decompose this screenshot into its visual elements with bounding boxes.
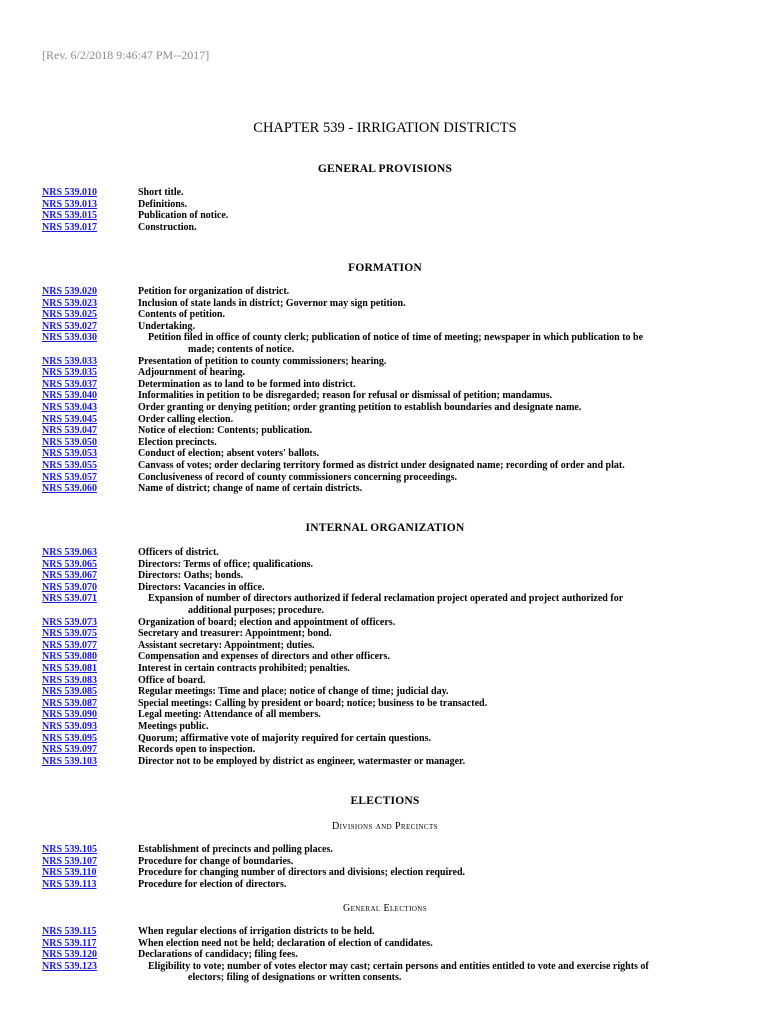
section-description (138, 721, 728, 733)
toc-entry (0, 867, 770, 879)
section-description (138, 617, 728, 629)
nrs-section-link[interactable]: NRS 539.037 (42, 378, 98, 390)
section-description-text: When election need not be held; declaration of election of candidates. (138, 937, 433, 949)
toc-entry (0, 938, 770, 950)
section-description-text: Regular meetings: Time and place; notice of change of time; judicial day. (138, 686, 449, 698)
toc-entry (0, 879, 770, 891)
section-description (138, 547, 728, 559)
nrs-section-link[interactable]: NRS 539.065 (42, 558, 98, 570)
section-description-text: Expansion of number of directors authorized if federal reclamation project operated and project authorized for (148, 593, 624, 605)
section-description-text: Secretary and treasurer: Appointment; bond. (138, 628, 332, 640)
section-description (138, 686, 728, 698)
section-description-text: Petition for organization of district. (138, 286, 290, 297)
section-description-text: Presentation of petition to county commissioners; hearing. (138, 355, 387, 367)
section-description-text: Canvass of votes; order declaring territory formed as district under designated name; recording of order and plat. (138, 459, 625, 471)
nrs-section-link[interactable]: NRS 539.113 (42, 878, 97, 890)
nrs-section-link[interactable]: NRS 539.035 (42, 367, 98, 379)
section-description-text: Director not to be employed by district as engineer, watermaster or manager. (138, 755, 466, 767)
section-description-text: Determination as to land to be formed into district. (138, 378, 356, 390)
section-description-text: Election precincts. (138, 436, 217, 448)
toc-formation (0, 286, 770, 495)
section-description-text: Definitions. (138, 198, 188, 210)
section-description-text: Quorum; affirmative vote of majority required for certain questions. (138, 732, 432, 744)
section-description (138, 756, 728, 768)
section-description (138, 298, 728, 310)
toc-entry (0, 559, 770, 571)
section-description (138, 938, 728, 950)
section-description-text: Order granting or denying petition; order granting petition to establish boundaries and designate name. (138, 401, 582, 413)
section-description (138, 867, 728, 879)
section-description-text: Conduct of election; absent voters' ballots. (138, 448, 320, 460)
toc-entry (0, 187, 770, 199)
section-description (138, 675, 728, 687)
section-description (138, 640, 728, 652)
section-description-text: Publication of notice. (138, 210, 229, 222)
section-description (138, 926, 728, 938)
toc-entry (0, 961, 770, 984)
nrs-section-link[interactable]: NRS 539.075 (42, 628, 98, 640)
heading-formation: FORMATION (348, 262, 422, 274)
nrs-section-link[interactable]: NRS 539.030 (42, 332, 98, 344)
section-description-text: Undertaking. (138, 320, 195, 332)
section-description-text: Legal meeting: Attendance of all members. (138, 709, 321, 721)
toc-entry (0, 448, 770, 460)
section-description (138, 425, 728, 437)
revision-stamp: [Rev. 6/2/2018 9:46:47 PM--2017] (42, 48, 210, 62)
nrs-section-link[interactable]: NRS 539.067 (42, 570, 98, 582)
section-description-text: Officers of district. (138, 547, 219, 558)
nrs-section-link[interactable]: NRS 539.071 (42, 593, 98, 605)
section-description (138, 744, 728, 756)
section-description (148, 961, 738, 984)
section-description (138, 949, 728, 961)
toc-entry (0, 721, 770, 733)
section-description (138, 390, 728, 402)
toc-entry (0, 414, 770, 426)
section-description (138, 472, 728, 484)
nrs-section-link[interactable]: NRS 539.105 (42, 844, 98, 855)
section-description-text: Declarations of candidacy; filing fees. (138, 949, 298, 961)
nrs-section-link[interactable]: NRS 539.070 (42, 581, 98, 593)
nrs-section-link[interactable]: NRS 539.053 (42, 448, 98, 460)
section-description (148, 593, 738, 616)
section-description (138, 733, 728, 745)
toc-entry (0, 582, 770, 594)
toc-entry (0, 733, 770, 745)
section-description-text: Organization of board; election and appointment of officers. (138, 616, 396, 628)
nrs-section-link[interactable]: NRS 539.025 (42, 309, 98, 321)
toc-entry (0, 210, 770, 222)
nrs-section-link[interactable]: NRS 539.043 (42, 401, 98, 413)
nrs-section-link[interactable]: NRS 539.023 (42, 297, 98, 309)
nrs-section-link[interactable]: NRS 539.123 (42, 960, 98, 972)
nrs-section-link[interactable]: NRS 539.027 (42, 320, 98, 332)
nrs-section-link[interactable]: NRS 539.103 (42, 755, 98, 767)
section-description (138, 356, 728, 368)
nrs-section-link[interactable]: NRS 539.055 (42, 459, 98, 471)
toc-entry (0, 698, 770, 710)
toc-entry (0, 856, 770, 868)
section-description-text: Name of district; change of name of certain districts. (138, 483, 363, 495)
section-description-text: Procedure for change of boundaries. (138, 855, 294, 867)
section-description-text: Order calling election. (138, 413, 234, 425)
section-description (138, 437, 728, 449)
heading-internal-organization: INTERNAL ORGANIZATION (305, 522, 465, 534)
section-description (138, 628, 728, 640)
section-description-text: Adjournment of hearing. (138, 367, 245, 379)
toc-entry (0, 628, 770, 640)
section-description (138, 651, 728, 663)
toc-entry (0, 472, 770, 484)
section-description (138, 856, 728, 868)
toc-entry (0, 675, 770, 687)
toc-entry (0, 617, 770, 629)
subheading-general-elections: General Elections (342, 903, 428, 914)
nrs-section-link[interactable]: NRS 539.107 (42, 855, 98, 867)
toc-entry (0, 402, 770, 414)
toc-entry (0, 547, 770, 559)
toc-entry (0, 309, 770, 321)
section-description (138, 879, 728, 891)
section-description (138, 698, 728, 710)
nrs-section-link[interactable]: NRS 539.110 (42, 867, 97, 879)
nrs-section-link[interactable]: NRS 539.115 (42, 926, 97, 937)
nrs-section-link[interactable]: NRS 539.090 (42, 709, 98, 721)
nrs-section-link[interactable]: NRS 539.015 (42, 210, 98, 222)
section-description (138, 570, 728, 582)
nrs-section-link[interactable]: NRS 539.010 (42, 187, 98, 198)
toc-entry (0, 437, 770, 449)
toc-entry (0, 425, 770, 437)
toc-entry (0, 199, 770, 211)
section-description (138, 187, 728, 199)
section-description (138, 199, 728, 211)
toc-entry (0, 390, 770, 402)
nrs-section-link[interactable]: NRS 539.060 (42, 483, 98, 495)
section-description (138, 709, 728, 721)
chapter-title: CHAPTER 539 - IRRIGATION DISTRICTS (253, 120, 517, 136)
heading-elections: ELECTIONS (350, 795, 420, 807)
section-description-text: Meetings public. (138, 720, 209, 732)
section-description-text: Notice of election: Contents; publication. (138, 425, 313, 437)
toc-entry (0, 926, 770, 938)
section-description-text: When regular elections of irrigation districts to be held. (138, 926, 375, 937)
section-description (138, 448, 728, 460)
section-description (138, 321, 728, 333)
section-description-text: Contents of petition. (138, 309, 225, 321)
section-description-text: Procedure for changing number of directors and divisions; election required. (138, 867, 466, 879)
toc-general-elections (0, 926, 770, 984)
toc-entry (0, 844, 770, 856)
toc-entry (0, 949, 770, 961)
section-description (138, 367, 728, 379)
section-description-text: Compensation and expenses of directors and other officers. (138, 651, 390, 663)
toc-entry (0, 379, 770, 391)
section-description-text: Directors: Terms of office; qualifications. (138, 558, 314, 570)
section-description (138, 379, 728, 391)
section-description-text: Petition filed in office of county clerk; publication of notice of time of meeting; newspaper in which publication to be (148, 332, 644, 344)
toc-internal-organization (0, 547, 770, 767)
section-description (138, 460, 728, 472)
nrs-section-link[interactable]: NRS 539.093 (42, 720, 98, 732)
section-description (138, 286, 728, 298)
toc-entry (0, 756, 770, 768)
nrs-section-link[interactable]: NRS 539.020 (42, 286, 98, 297)
section-description (138, 210, 728, 222)
section-description (148, 332, 738, 355)
nrs-section-link[interactable]: NRS 539.077 (42, 639, 98, 651)
nrs-section-link[interactable]: NRS 539.047 (42, 425, 98, 437)
section-description-text: Directors: Vacancies in office. (138, 581, 265, 593)
nrs-section-link[interactable]: NRS 539.080 (42, 651, 98, 663)
section-description (138, 663, 728, 675)
section-description-text: Special meetings: Calling by president or board; notice; business to be transacted. (138, 697, 488, 709)
section-description (138, 582, 728, 594)
nrs-section-link[interactable]: NRS 539.057 (42, 471, 98, 483)
section-description (138, 844, 728, 856)
nrs-section-link[interactable]: NRS 539.040 (42, 390, 98, 402)
toc-entry (0, 460, 770, 472)
section-description (138, 222, 728, 234)
section-description-text: Records open to inspection. (138, 744, 256, 756)
section-description-text: Office of board. (138, 674, 206, 686)
toc-entry (0, 640, 770, 652)
nrs-section-link[interactable]: NRS 539.045 (42, 413, 98, 425)
heading-general-provisions: GENERAL PROVISIONS (317, 163, 453, 175)
nrs-section-link[interactable]: NRS 539.087 (42, 697, 98, 709)
nrs-section-link[interactable]: NRS 539.083 (42, 674, 98, 686)
nrs-section-link[interactable]: NRS 539.033 (42, 355, 98, 367)
section-description-text: Informalities in petition to be disregarded; reason for refusal or dismissal of petition; mandamus. (138, 390, 553, 402)
section-description-text: Conclusiveness of record of county commissioners concerning proceedings. (138, 471, 458, 483)
section-description-text: Establishment of precincts and polling places. (138, 844, 333, 855)
section-description-text: Directors: Oaths; bonds. (138, 570, 244, 582)
section-description-text: Inclusion of state lands in district; Governor may sign petition. (138, 297, 406, 309)
nrs-section-link[interactable]: NRS 539.050 (42, 436, 98, 448)
toc-entry (0, 286, 770, 298)
nrs-section-link[interactable]: NRS 539.017 (42, 221, 98, 233)
toc-entry (0, 222, 770, 234)
toc-entry (0, 298, 770, 310)
section-description-text: Assistant secretary: Appointment; duties. (138, 639, 315, 651)
section-description (138, 309, 728, 321)
toc-entry (0, 570, 770, 582)
nrs-section-link[interactable]: NRS 539.081 (42, 662, 98, 674)
nrs-section-link[interactable]: NRS 539.085 (42, 686, 98, 698)
nrs-section-link[interactable]: NRS 539.117 (42, 937, 97, 949)
section-description (138, 559, 728, 571)
nrs-section-link[interactable]: NRS 539.097 (42, 744, 98, 756)
subheading-divisions-precincts: Divisions and Precincts (332, 821, 438, 832)
toc-entry (0, 709, 770, 721)
nrs-section-link[interactable]: NRS 539.013 (42, 198, 98, 210)
section-description-continuation: additional purposes; procedure. (188, 604, 325, 616)
section-description-continuation: made; contents of notice. (188, 343, 295, 355)
nrs-section-link[interactable]: NRS 539.120 (42, 949, 98, 961)
toc-entry (0, 593, 770, 616)
section-description-continuation: electors; filing of designations or written consents. (188, 972, 402, 984)
nrs-section-link[interactable]: NRS 539.095 (42, 732, 98, 744)
toc-entry (0, 663, 770, 675)
toc-divisions-precincts (0, 844, 770, 890)
section-description (138, 483, 728, 495)
section-description-text: Procedure for election of directors. (138, 878, 287, 890)
toc-general-provisions (0, 187, 770, 233)
section-description-text: Construction. (138, 221, 197, 233)
toc-entry (0, 483, 770, 495)
section-description-text: Short title. (138, 187, 184, 198)
toc-entry (0, 321, 770, 333)
nrs-section-link[interactable]: NRS 539.063 (42, 547, 98, 558)
toc-entry (0, 356, 770, 368)
section-description (138, 402, 728, 414)
nrs-section-link[interactable]: NRS 539.073 (42, 616, 98, 628)
section-description (138, 414, 728, 426)
toc-entry (0, 686, 770, 698)
section-description-text: Eligibility to vote; number of votes elector may cast; certain persons and entities entitled to vote and exercise rights of (148, 960, 649, 972)
section-description-text: Interest in certain contracts prohibited; penalties. (138, 662, 350, 674)
toc-entry (0, 651, 770, 663)
toc-entry (0, 367, 770, 379)
toc-entry (0, 744, 770, 756)
toc-entry (0, 332, 770, 355)
